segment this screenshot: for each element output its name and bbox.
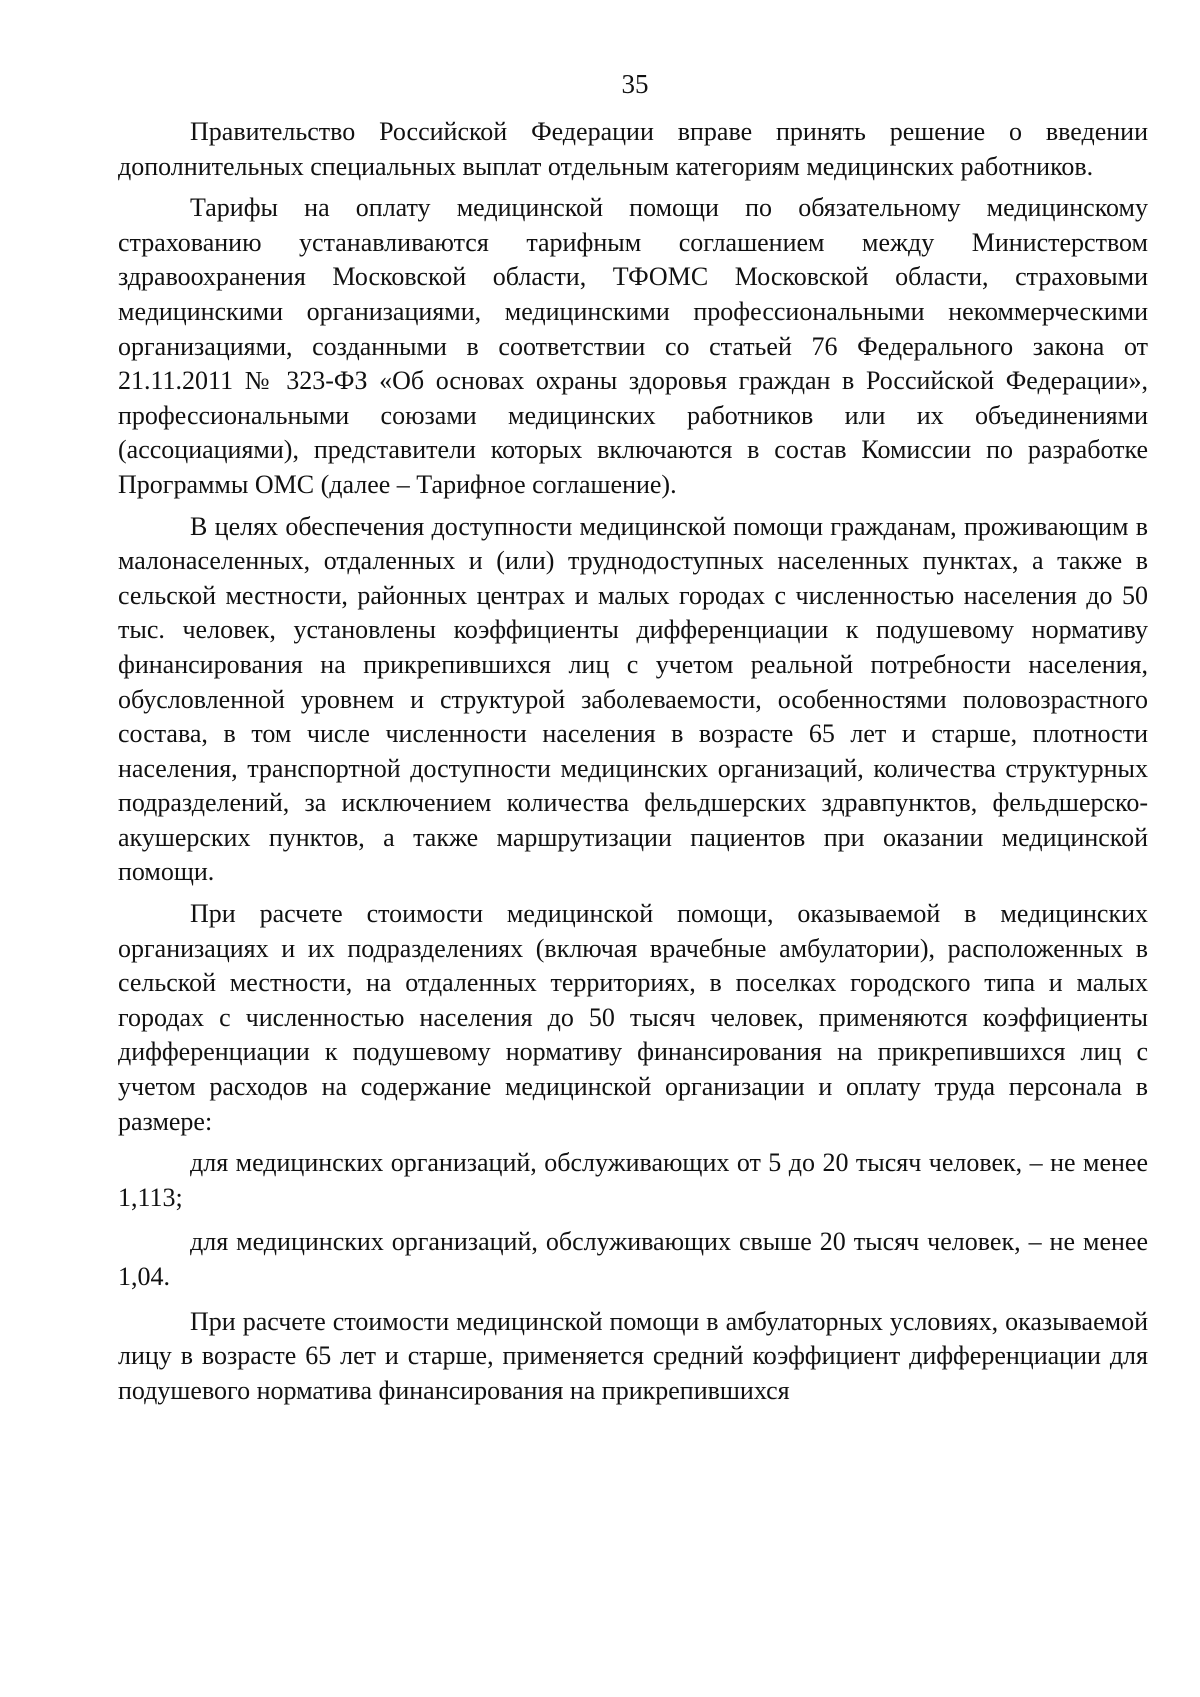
document-body [118, 115, 1148, 1415]
paragraph-tariffs: Тарифы на оплату медицинской помощи по обязательному медицинскому страхованию устанавливаются тарифным соглашением между Министерством здравоохранения Московской области, ТФОМС Московской области, страховыми медицинскими организациями, медицинскими профессиональными некоммерческими организациями, созданными в соответствии со статьей 76 Федерального закона от 21.11.2011 № 323-ФЗ «Об основах охраны здоровья граждан в Российской Федерации», профессиональными союзами медицинских работников или их объединениями (ассоциациями), представители которых включаются в состав Комиссии по разработке Программы ОМС (далее – Тарифное соглашение). [118, 193, 1148, 499]
paragraph-coefficient-5-20k: для медицинских организаций, обслуживающих от 5 до 20 тысяч человек, – не менее 1,113; [118, 1148, 1148, 1212]
paragraph-differentiation-coefficients: В целях обеспечения доступности медицинской помощи гражданам, проживающим в малонаселенных, отдаленных и (или) труднодоступных населенных пунктах, а также в сельской местности, районных центрах и малых городах с численностью населения до 50 тыс. человек, установлены коэффициенты дифференциации к подушевому нормативу финансирования на прикрепившихся лиц с учетом реальной потребности населения, обусловленной уровнем и структурой заболеваемости, особенностями половозрастного состава, в том числе численности населения в возрасте 65 лет и старше, плотности населения, транспортной доступности медицинских организаций, количества структурных подразделений, за исключением количества фельдшерских здравпунктов, фельдшерско-акушерских пунктов, а также маршрутизации пациентов при оказании медицинской помощи. [118, 511, 1148, 887]
paragraph-special-payments: Правительство Российской Федерации вправе принять решение о введении дополнительных специальных выплат отдельным категориям медицинских работников. [118, 117, 1148, 181]
paragraph-ambulatory-65-plus: При расчете стоимости медицинской помощи в амбулаторных условиях, оказываемой лицу в возрасте 65 лет и старше, применяется средний коэффициент дифференциации для подушевого норматива финансирования на прикрепившихся [118, 1306, 1148, 1405]
page-number: 35 [621, 69, 649, 99]
paragraph-coefficient-over-20k: для медицинских организаций, обслуживающих свыше 20 тысяч человек, – не менее 1,04. [118, 1227, 1148, 1291]
paragraph-cost-calculation: При расчете стоимости медицинской помощи, оказываемой в медицинских организациях и их подразделениях (включая врачебные амбулатории), расположенных в сельской местности, на отдаленных территориях, в поселках городского типа и малых городах с численностью населения до 50 тысяч человек, применяются коэффициенты дифференциации к подушевому нормативу финансирования на прикрепившихся лиц с учетом расходов на содержание медицинской организации и оплату труда персонала в размере: [118, 899, 1148, 1136]
